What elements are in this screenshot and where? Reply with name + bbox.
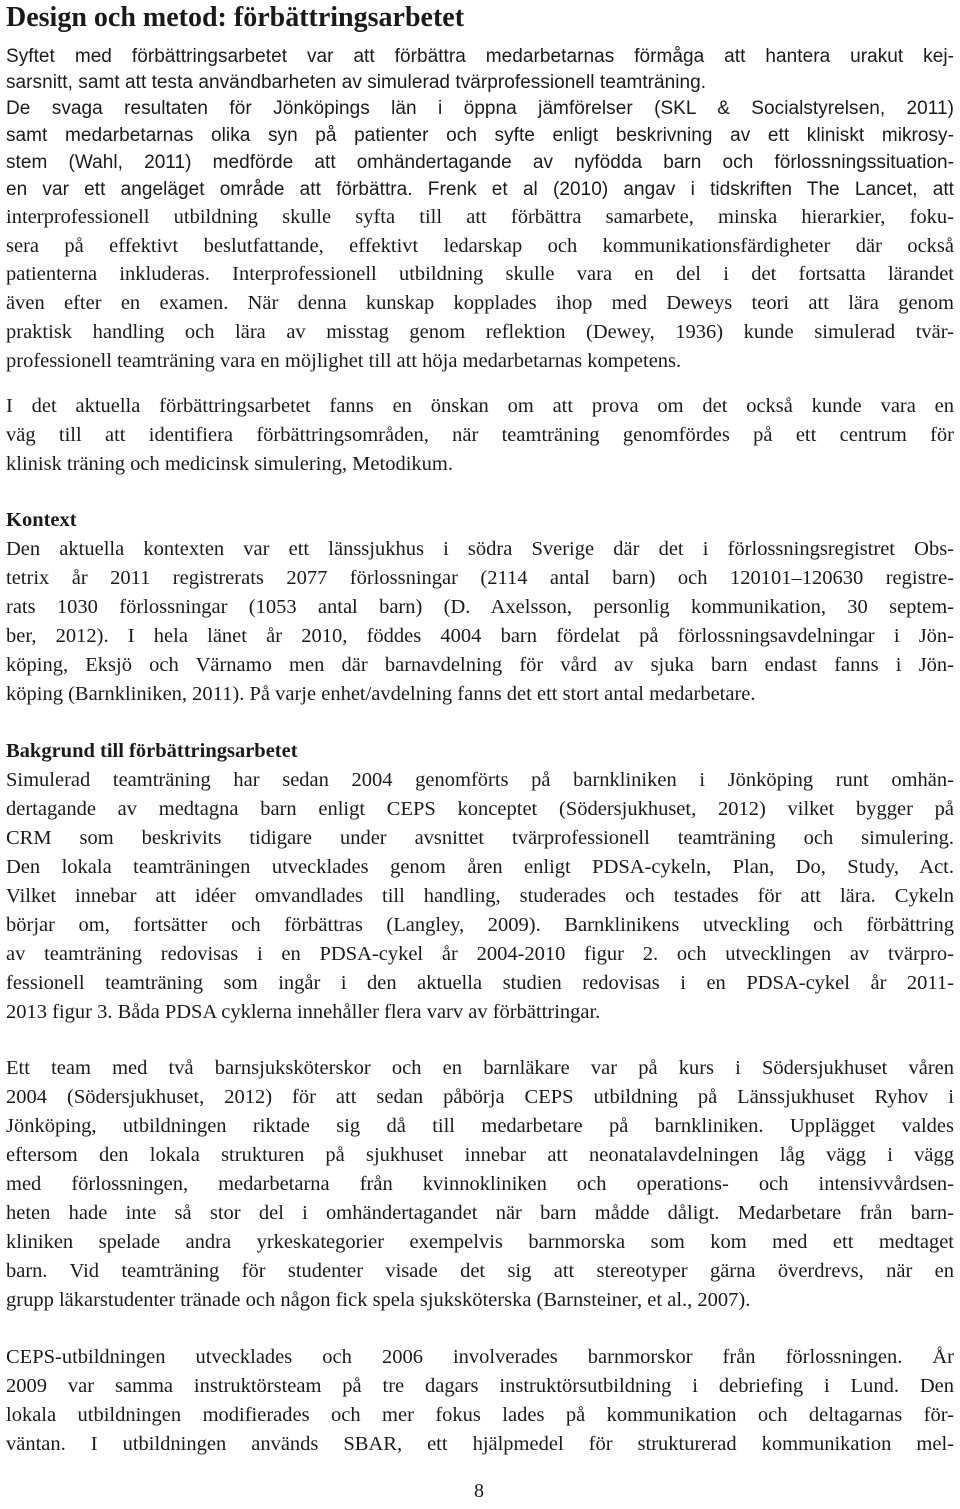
body-line: 2009 var samma instruktörsteam på tre dagars instruktörsutbildning i debriefing i Lund. Den <box>6 1375 954 1397</box>
body-line: De svaga resultaten för Jönköpings län i öppna jämförelser (SKL & Socialstyrelsen, 2011) <box>6 98 954 119</box>
body-line: av teamträning redovisas i en PDSA-cykel år 2004-2010 figur 2. och utvecklingen av tvärpro- <box>6 943 954 965</box>
body-line: heten hade inte så stor del i omhändertagandet när barn mådde dåligt. Medarbetare från barn- <box>6 1202 954 1224</box>
body-line: sarsnitt, samt att testa användbarheten av simulerad tvärprofessionell teamträning. <box>6 72 707 93</box>
body-line: sera på effektivt beslutfattande, effektivt ledarskap och kommunikationsfärdigheter där också <box>6 235 954 257</box>
page-number: 8 <box>474 1480 484 1502</box>
body-line: patienterna inkluderas. Interprofessionell utbildning skulle vara en del i det fortsatta lärandet <box>6 263 954 285</box>
body-line: väg till att identifiera förbättringsområden, när teamträning genomfördes på ett centrum för <box>6 424 954 446</box>
body-line: eftersom den lokala strukturen på sjukhuset innebar att neonatalavdelningen låg vägg i vägg <box>6 1144 954 1166</box>
body-line: I det aktuella förbättringsarbetet fanns en önskan om att prova om det också kunde vara en <box>6 395 954 417</box>
body-line: ber, 2012). I hela länet år 2010, föddes 4004 barn fördelat på förlossningsavdelningar i Jön- <box>6 625 954 647</box>
section-heading-bakgrund: Bakgrund till förbättringsarbetet <box>6 740 298 762</box>
body-line: Syftet med förbättringsarbetet var att förbättra medarbetarnas förmåga att hantera urakut kej- <box>6 46 954 67</box>
body-line: barn. Vid teamträning för studenter visade det sig att stereotyper gärna överdrevs, när en <box>6 1260 954 1282</box>
page-title: Design och metod: förbättringsarbetet <box>6 2 465 33</box>
body-line: köping (Barnkliniken, 2011). På varje enhet/avdelning fanns det ett stort antal medarbetare. <box>6 683 756 705</box>
body-line: CRM som beskrivits tidigare under avsnittet tvärprofessionell teamträning och simulering. <box>6 827 954 849</box>
body-line: en var ett angeläget område att förbättra. Frenk et al (2010) angav i tidskriften The Lancet, att <box>6 179 954 200</box>
body-line: professionell teamträning vara en möjlighet till att höja medarbetarnas kompetens. <box>6 350 682 372</box>
body-line: även efter en examen. När denna kunskap kopplades ihop med Deweys teori att lära genom <box>6 292 954 314</box>
body-line: köping, Eksjö och Värnamo men där barnavdelning för vård av sjuka barn endast fanns i Jön- <box>6 654 954 676</box>
body-line: dertagande av medtagna barn enligt CEPS konceptet (Södersjukhuset, 2012) vilket bygger på <box>6 798 954 820</box>
body-line: klinisk träning och medicinsk simulering, Metodikum. <box>6 453 453 475</box>
body-line: tetrix år 2011 registrerats 2077 förlossningar (2114 antal barn) och 120101–120630 registre- <box>6 567 954 589</box>
body-line: CEPS-utbildningen utvecklades och 2006 involverades barnmorskor från förlossningen. År <box>6 1346 954 1368</box>
body-line: Den lokala teamträningen utvecklades genom åren enligt PDSA-cykeln, Plan, Do, Study, Act. <box>6 856 954 878</box>
body-line: väntan. I utbildningen används SBAR, ett hjälpmedel för strukturerad kommunikation mel- <box>6 1433 954 1455</box>
body-line: lokala utbildningen modifierades och mer fokus lades på kommunikation och deltagarnas för- <box>6 1404 954 1426</box>
body-line: Den aktuella kontexten var ett länssjukhus i södra Sverige där det i förlossningsregistret Obs- <box>6 538 954 560</box>
body-line: kliniken spelade andra yrkeskategorier exempelvis barnmorska som kom med ett medtaget <box>6 1231 954 1253</box>
body-line: Vilket innebar att idéer omvandlades till handling, studerades och testades för att lära. Cykeln <box>6 885 954 907</box>
section-heading-kontext: Kontext <box>6 509 77 531</box>
body-line: börjar om, fortsätter och förbättras (Langley, 2009). Barnklinikens utveckling och förbättring <box>6 914 954 936</box>
body-line: 2004 (Södersjukhuset, 2012) för att sedan påbörja CEPS utbildning på Länssjukhuset Ryhov i <box>6 1086 954 1108</box>
body-line: interprofessionell utbildning skulle syfta till att förbättra samarbete, minska hierarkier, foku- <box>6 206 954 228</box>
document-page <box>6 0 954 1509</box>
body-line: rats 1030 förlossningar (1053 antal barn) (D. Axelsson, personlig kommunikation, 30 septem- <box>6 596 954 618</box>
body-line: Simulerad teamträning har sedan 2004 genomförts på barnkliniken i Jönköping runt omhän- <box>6 769 954 791</box>
body-line: samt medarbetarnas olika syn på patienter och syfte enligt beskrivning av ett kliniskt mikrosy- <box>6 125 954 146</box>
body-line: stem (Wahl, 2011) medförde att omhändertagande av nyfödda barn och förlossningssituation- <box>6 152 954 173</box>
body-line: fessionell teamträning som ingår i den aktuella studien redovisas i en PDSA-cykel år 2011- <box>6 972 954 994</box>
body-line: 2013 figur 3. Båda PDSA cyklerna innehåller flera varv av förbättringar. <box>6 1001 601 1023</box>
body-line: Jönköping, utbildningen riktade sig då till medarbetare på barnkliniken. Upplägget valdes <box>6 1115 954 1137</box>
body-line: med förlossningen, medarbetarna från kvinnokliniken och operations- och intensivvårdsen- <box>6 1173 954 1195</box>
body-line: grupp läkarstudenter tränade och någon fick spela sjuksköterska (Barnsteiner, et al., 2007). <box>6 1289 751 1311</box>
body-line: praktisk handling och lära av misstag genom reflektion (Dewey, 1936) kunde simulerad tvär- <box>6 321 954 343</box>
body-line: Ett team med två barnsjuksköterskor och en barnläkare var på kurs i Södersjukhuset våren <box>6 1057 954 1079</box>
